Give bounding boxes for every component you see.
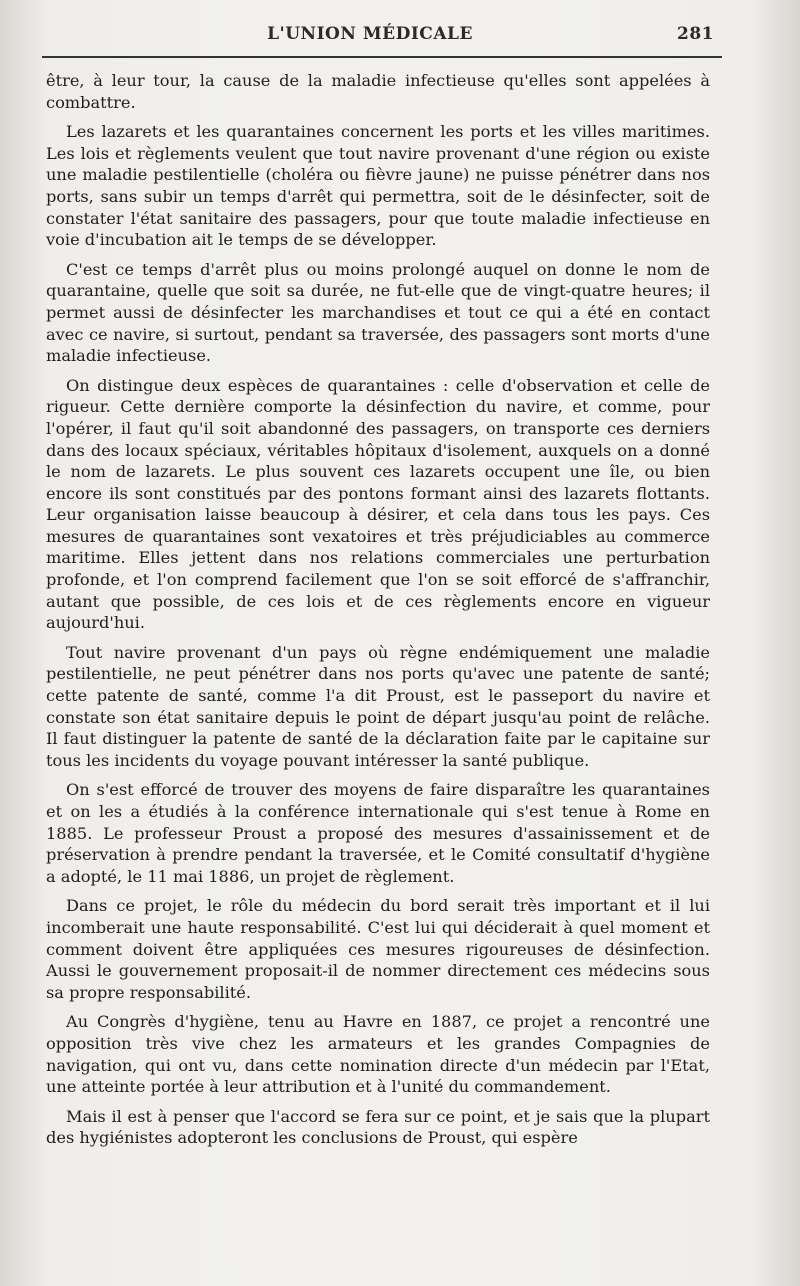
paragraph-quarantaine-definition: C'est ce temps d'arrêt plus ou moins prolongé auquel on donne le nom de quarantaine, quelle que soit sa durée, ne fut-elle que de vingt-quatre heures; il permet aussi de désinfecter les marchandises et tout ce qui a été en contact avec ce navire, si surtout, pendant sa traversée, des passagers sont morts d'une maladie infectieuse. bbox=[46, 259, 710, 366]
paragraph-two-kinds: On distingue deux espèces de quarantaines : celle d'observation et celle de rigueur. Cette dernière comporte la désinfection du navire, et comme, pour l'opérer, il faut qu'il soit abandonné des passagers, on transporte ces derniers dans des locaux spéciaux, véritables hôpitaux d'isolement, auxquels on a donné le nom de lazarets. Le plus souvent ces lazarets occupent une île, ou bien encore ils sont constitués par des pontons formant ainsi des lazarets flottants. Leur organisation laisse beaucoup à désirer, et cela dans tous les pays. Ces mesures de quarantaines sont vexatoires et très préjudiciables au commerce maritime. Elles jettent dans nos relations commerciales une perturbation profonde, et l'on comprend facilement que l'on se soit efforcé de s'affranchir, autant que possible, de ces lois et de ces règlements encore en vigueur aujourd'hui. bbox=[46, 375, 710, 633]
journal-title: L'UNION MÉDICALE bbox=[267, 24, 473, 44]
paragraph-patente-de-sante: Tout navire provenant d'un pays où règne endémiquement une maladie pestilentielle, ne peut pénétrer dans nos ports qu'avec une patente de santé; cette patente de santé, comme l'a dit Proust, est le passeport du navire et constate son état sanitaire depuis le point de départ jusqu'au point de relâche. Il faut distinguer la patente de santé de la déclaration faite par le capitaine sur tous les incidents du voyage pouvant intéresser la santé publique. bbox=[46, 642, 710, 770]
paragraph-rome-conference: On s'est efforcé de trouver des moyens de faire disparaître les quarantaines et on les a étudiés à la conférence internationale qui s'est tenue à Rome en 1885. Le professeur Proust a proposé des mesures d'assainissement et de préservation à prendre pendant la traversée, et le Comité consultatif d'hygiène a adopté, le 11 mai 1886, un projet de règlement. bbox=[46, 780, 710, 886]
header-rule bbox=[42, 56, 722, 58]
paragraph-lazarets: Les lazarets et les quarantaines concernent les ports et les villes maritimes. Les lois et règlements veulent que tout navire provenant d'une région ou existe une maladie pestilentielle (choléra ou fièvre jaune) ne puisse pénétrer dans nos ports, sans subir un temps d'arrêt qui permettra, soit de le désinfecter, soit de constater l'état sanitaire des passagers, pour que toute maladie infectieuse en voie d'incubation ait le temps de se développer. bbox=[46, 122, 710, 250]
paragraph-congres-havre: Au Congrès d'hygiène, tenu au Havre en 1887, ce projet a rencontré une opposition très vive chez les armateurs et les grandes Compagnies de navigation, qui ont vu, dans cette nomination directe d'un médecin par l'Etat, une atteinte portée à leur attribution et à l'unité du commandement. bbox=[46, 1012, 710, 1097]
paragraph-medecin-du-bord: Dans ce projet, le rôle du médecin du bord serait très important et il lui incomberait une haute responsabilité. C'est lui qui déciderait à quel moment et comment doivent être appliquées ces mesures rigoureuses de désinfection. Aussi le gouvernement proposait-il de nommer directement ces médecins sous sa propre responsabilité. bbox=[46, 896, 710, 1002]
paragraph-continuation: être, à leur tour, la cause de la maladie infectieuse qu'elles sont appelées à combattre. bbox=[46, 71, 710, 112]
paragraph-conclusion: Mais il est à penser que l'accord se fera sur ce point, et je sais que la plupart des hygiénistes adopteront les conclusions de Proust, qui espère bbox=[46, 1106, 710, 1148]
page-number: 281 bbox=[677, 24, 714, 44]
body-text bbox=[46, 70, 710, 1157]
running-header bbox=[40, 24, 720, 48]
